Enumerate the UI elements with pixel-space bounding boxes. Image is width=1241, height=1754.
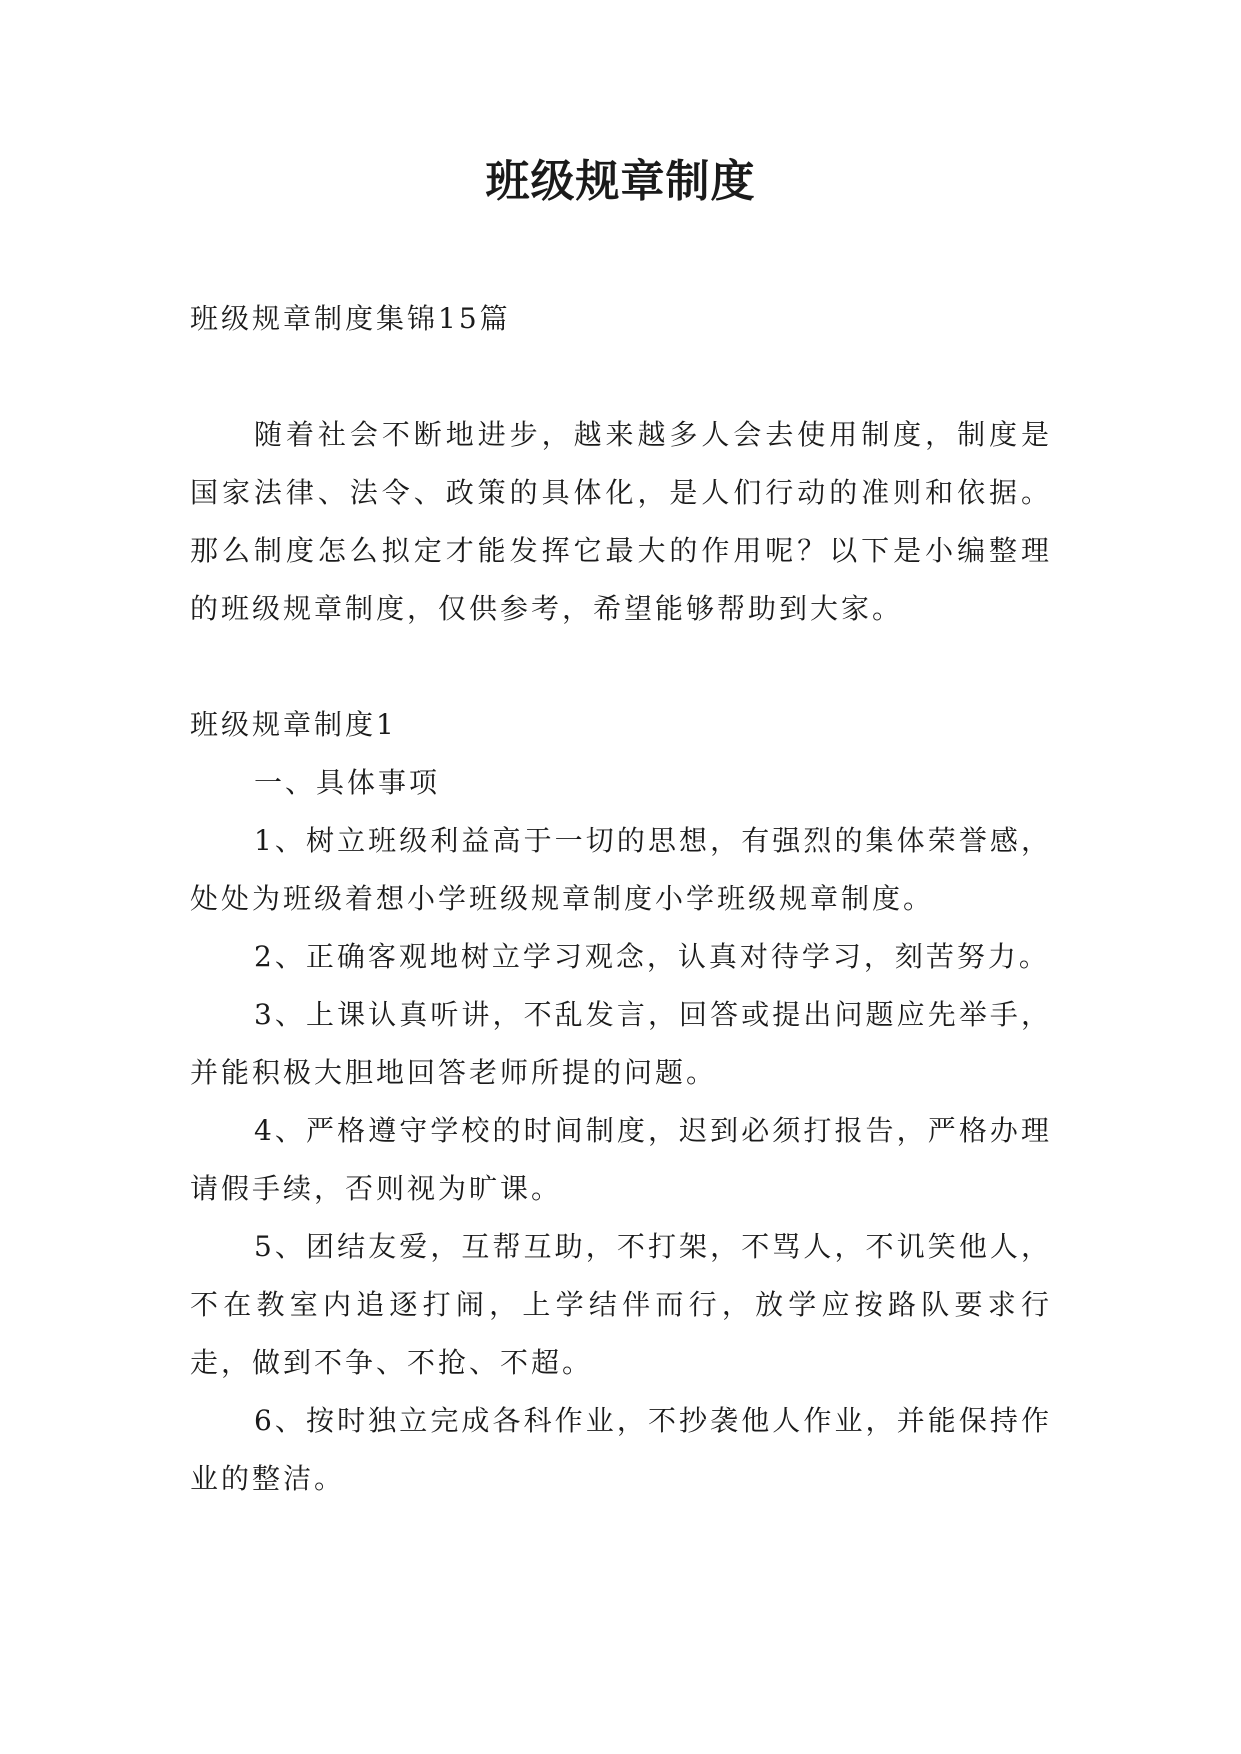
- rule-item-3: 3、上课认真听讲，不乱发言，回答或提出问题应先举手，并能积极大胆地回答老师所提的问题。: [190, 998, 1052, 1089]
- rule-item-5: 5、团结友爱，互帮互助，不打架，不骂人，不讥笑他人，不在教室内追逐打闹，上学结伴而行，放学应按路队要求行走，做到不争、不抢、不超。: [190, 1230, 1052, 1379]
- rule-item-2: 2、正确客观地树立学习观念，认真对待学习，刻苦努力。: [254, 940, 1050, 973]
- rule-item-6: 6、按时独立完成各科作业，不抄袭他人作业，并能保持作业的整洁。: [190, 1404, 1052, 1495]
- rule-item-1: 1、树立班级利益高于一切的思想，有强烈的集体荣誉感，处处为班级着想小学班级规章制度小学班级规章制度。: [190, 824, 1052, 915]
- rule-item-4: 4、严格遵守学校的时间制度，迟到必须打报告，严格办理请假手续，否则视为旷课。: [190, 1114, 1052, 1205]
- document-body: [190, 290, 1052, 1508]
- subheading: 一、具体事项: [254, 766, 441, 799]
- section-heading: 班级规章制度1: [190, 708, 397, 741]
- document-title: 班级规章制度: [485, 156, 756, 207]
- document-subtitle: 班级规章制度集锦15篇: [190, 302, 511, 335]
- intro-paragraph: 随着社会不断地进步，越来越多人会去使用制度，制度是国家法律、法令、政策的具体化，是人们行动的准则和依据。那么制度怎么拟定才能发挥它最大的作用呢？以下是小编整理的班级规章制度，仅供参考，希望能够帮助到大家。: [190, 418, 1052, 625]
